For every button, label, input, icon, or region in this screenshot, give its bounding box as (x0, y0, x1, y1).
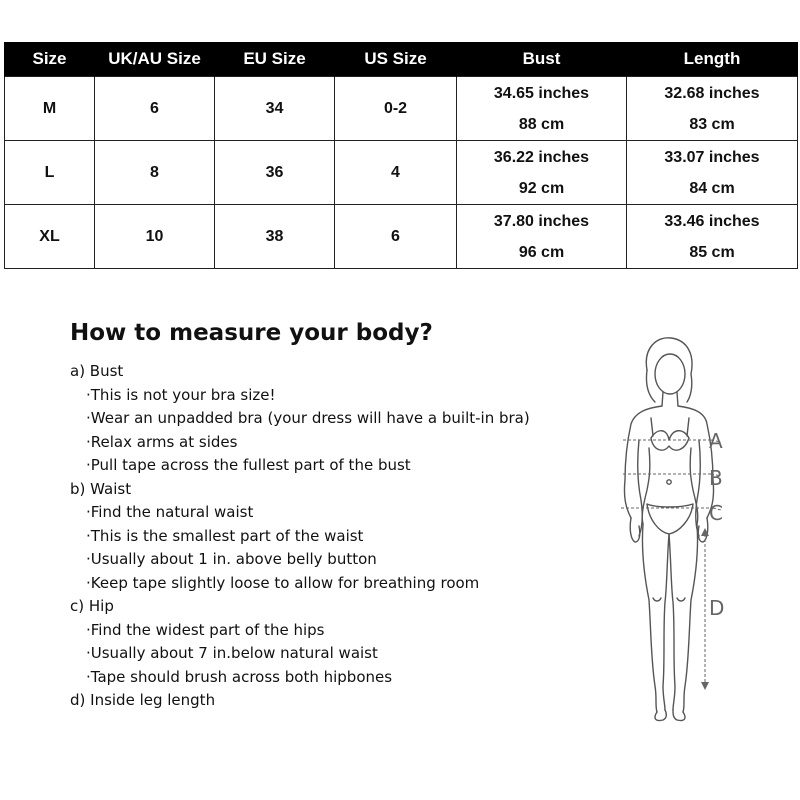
list-item: ·Tape should brush across both hipbones (86, 667, 393, 686)
table-row (5, 205, 798, 269)
length-cm: 83 cm (689, 115, 735, 133)
body-outline-illustration (595, 330, 795, 725)
table-row (5, 77, 798, 141)
section-waist (70, 478, 610, 596)
list-item: ·Wear an unpadded bra (your dress will have a built-in bra) (86, 409, 530, 427)
section-title: b) Waist (70, 479, 132, 498)
list-item: ·Usually about 1 in. above belly button (86, 550, 377, 568)
cell-length (627, 77, 798, 141)
header-bust: Bust (457, 42, 627, 77)
bust-inches: 36.22 inches (493, 148, 590, 166)
cell-bust (457, 141, 627, 205)
cell-size: XL (5, 205, 95, 269)
size-chart-table (4, 42, 798, 269)
bust-cm: 96 cm (518, 243, 565, 261)
list-item: ·Pull tape across the fullest part of the bust (86, 456, 411, 474)
cell-us: 6 (335, 205, 457, 269)
length-inches: 33.46 inches (664, 212, 760, 230)
bust-cm: 92 cm (518, 179, 565, 197)
label-a: A (709, 429, 723, 453)
bust-inches: 37.80 inches (493, 212, 590, 230)
list-item: ·Relax arms at sides (86, 432, 238, 451)
measure-guide (70, 320, 610, 713)
length-inches: 32.68 inches (664, 84, 760, 102)
cell-us: 4 (335, 141, 457, 205)
section-hip (70, 595, 610, 689)
length-cm: 84 cm (689, 179, 735, 197)
list-item: ·This is the smallest part of the waist (86, 526, 364, 545)
cell-bust (457, 77, 627, 141)
list-item: ·Find the widest part of the hips (86, 620, 325, 639)
section-bust (70, 360, 610, 478)
cell-bust (457, 205, 627, 269)
cell-length (627, 205, 798, 269)
cell-size: L (5, 141, 95, 205)
header-eu-size: EU Size (215, 42, 335, 77)
table-header-row (5, 42, 798, 77)
cell-eu: 34 (215, 77, 335, 141)
cell-us: 0-2 (335, 77, 457, 141)
guide-title: How to measure your body? (70, 320, 433, 346)
cell-uk: 10 (95, 205, 215, 269)
header-size: Size (5, 42, 95, 77)
list-item: ·This is not your bra size! (86, 385, 276, 404)
label-b: B (709, 466, 723, 490)
label-d: D (709, 596, 725, 620)
bust-inches: 34.65 inches (493, 84, 590, 102)
body-figure (595, 330, 795, 725)
table-row (5, 141, 798, 205)
header-length: Length (627, 42, 798, 77)
section-inside-leg (70, 689, 610, 713)
list-item: ·Find the natural waist (86, 503, 254, 521)
bust-cm: 88 cm (518, 115, 565, 133)
header-uk-au-size: UK/AU Size (95, 42, 215, 77)
cell-uk: 6 (95, 77, 215, 141)
cell-uk: 8 (95, 141, 215, 205)
list-item: ·Usually about 7 in.below natural waist (86, 644, 378, 662)
list-item: ·Keep tape slightly loose to allow for breathing room (86, 573, 480, 592)
label-c: C (709, 501, 723, 525)
section-title: a) Bust (70, 362, 124, 380)
cell-eu: 36 (215, 141, 335, 205)
header-us-size: US Size (335, 42, 457, 77)
section-title: c) Hip (70, 597, 114, 615)
cell-eu: 38 (215, 205, 335, 269)
cell-length (627, 141, 798, 205)
length-cm: 85 cm (689, 243, 735, 261)
section-title: d) Inside leg length (70, 691, 216, 709)
length-inches: 33.07 inches (664, 148, 760, 166)
cell-size: M (5, 77, 95, 141)
